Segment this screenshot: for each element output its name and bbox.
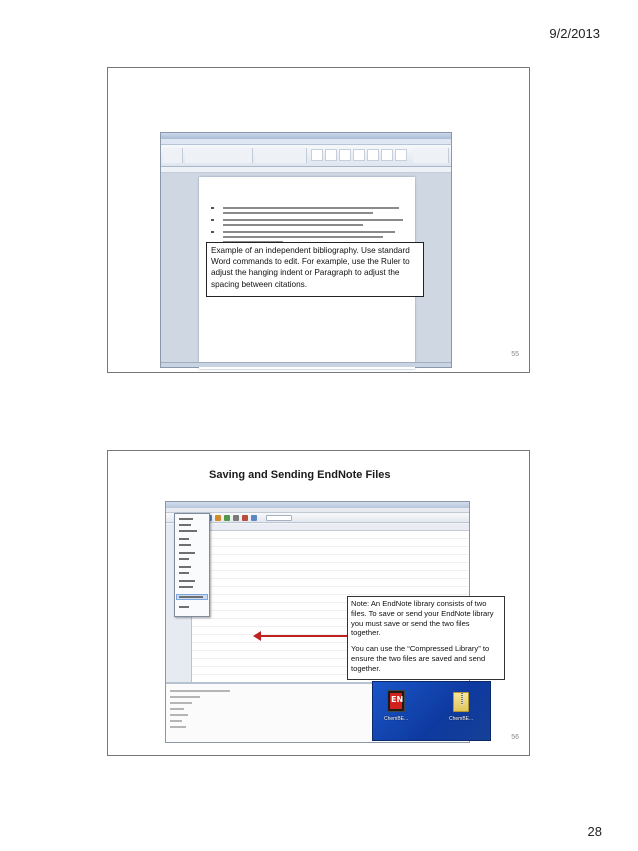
style-swatch (325, 149, 337, 161)
slide-number: 55 (511, 351, 519, 358)
toolbar-icon (215, 515, 221, 521)
toolbar-icon (242, 515, 248, 521)
callout-note (347, 596, 505, 680)
style-swatch (367, 149, 379, 161)
toolbar-icon (224, 515, 230, 521)
desktop-inset (372, 681, 491, 741)
style-swatch (311, 149, 323, 161)
slide-55 (107, 67, 530, 373)
toolbar-icon (251, 515, 257, 521)
file-menu-dropdown (174, 513, 210, 617)
editing-group (413, 148, 449, 163)
toolbar-icon (233, 515, 239, 521)
slide-title: Saving and Sending EndNote Files (209, 469, 391, 481)
arrow-pointer (259, 635, 347, 637)
quick-search-box (266, 515, 292, 521)
endnote-library-icon: EN (387, 690, 405, 712)
data-folder-icon (453, 692, 469, 712)
endnote-screenshot (165, 501, 494, 743)
desktop-icon-label: ChemBE... (449, 716, 474, 722)
style-swatch (381, 149, 393, 161)
note-paragraph-2: You can use the “Compressed Library” to ensure the two files are saved and send together. (351, 644, 490, 673)
style-swatch (395, 149, 407, 161)
page-date: 9/2/2013 (549, 26, 600, 41)
style-swatch (339, 149, 351, 161)
desktop-icon-label: ChemBE... (384, 716, 409, 722)
clipboard-group (163, 148, 183, 163)
page-number: 28 (587, 824, 602, 839)
font-group (185, 148, 253, 163)
word-statusbar (161, 362, 451, 367)
callout-note: Example of an independent bibliography. Use standard Word commands to edit. For example, use the Ruler to adjust the hanging indent or Paragraph to adjust the spacing between citations. (206, 242, 424, 297)
arrow-head (253, 631, 261, 641)
ruler (161, 167, 451, 173)
note-paragraph-1: Note: An EndNote library consists of two files. To save or send your EndNote library you must save or send the two files together. (351, 599, 494, 638)
slide-number: 56 (511, 734, 519, 741)
word-ribbon (161, 145, 451, 167)
style-swatch (353, 149, 365, 161)
slide-56 (107, 450, 530, 756)
endnote-toolbar (166, 513, 469, 523)
paragraph-group (255, 148, 307, 163)
